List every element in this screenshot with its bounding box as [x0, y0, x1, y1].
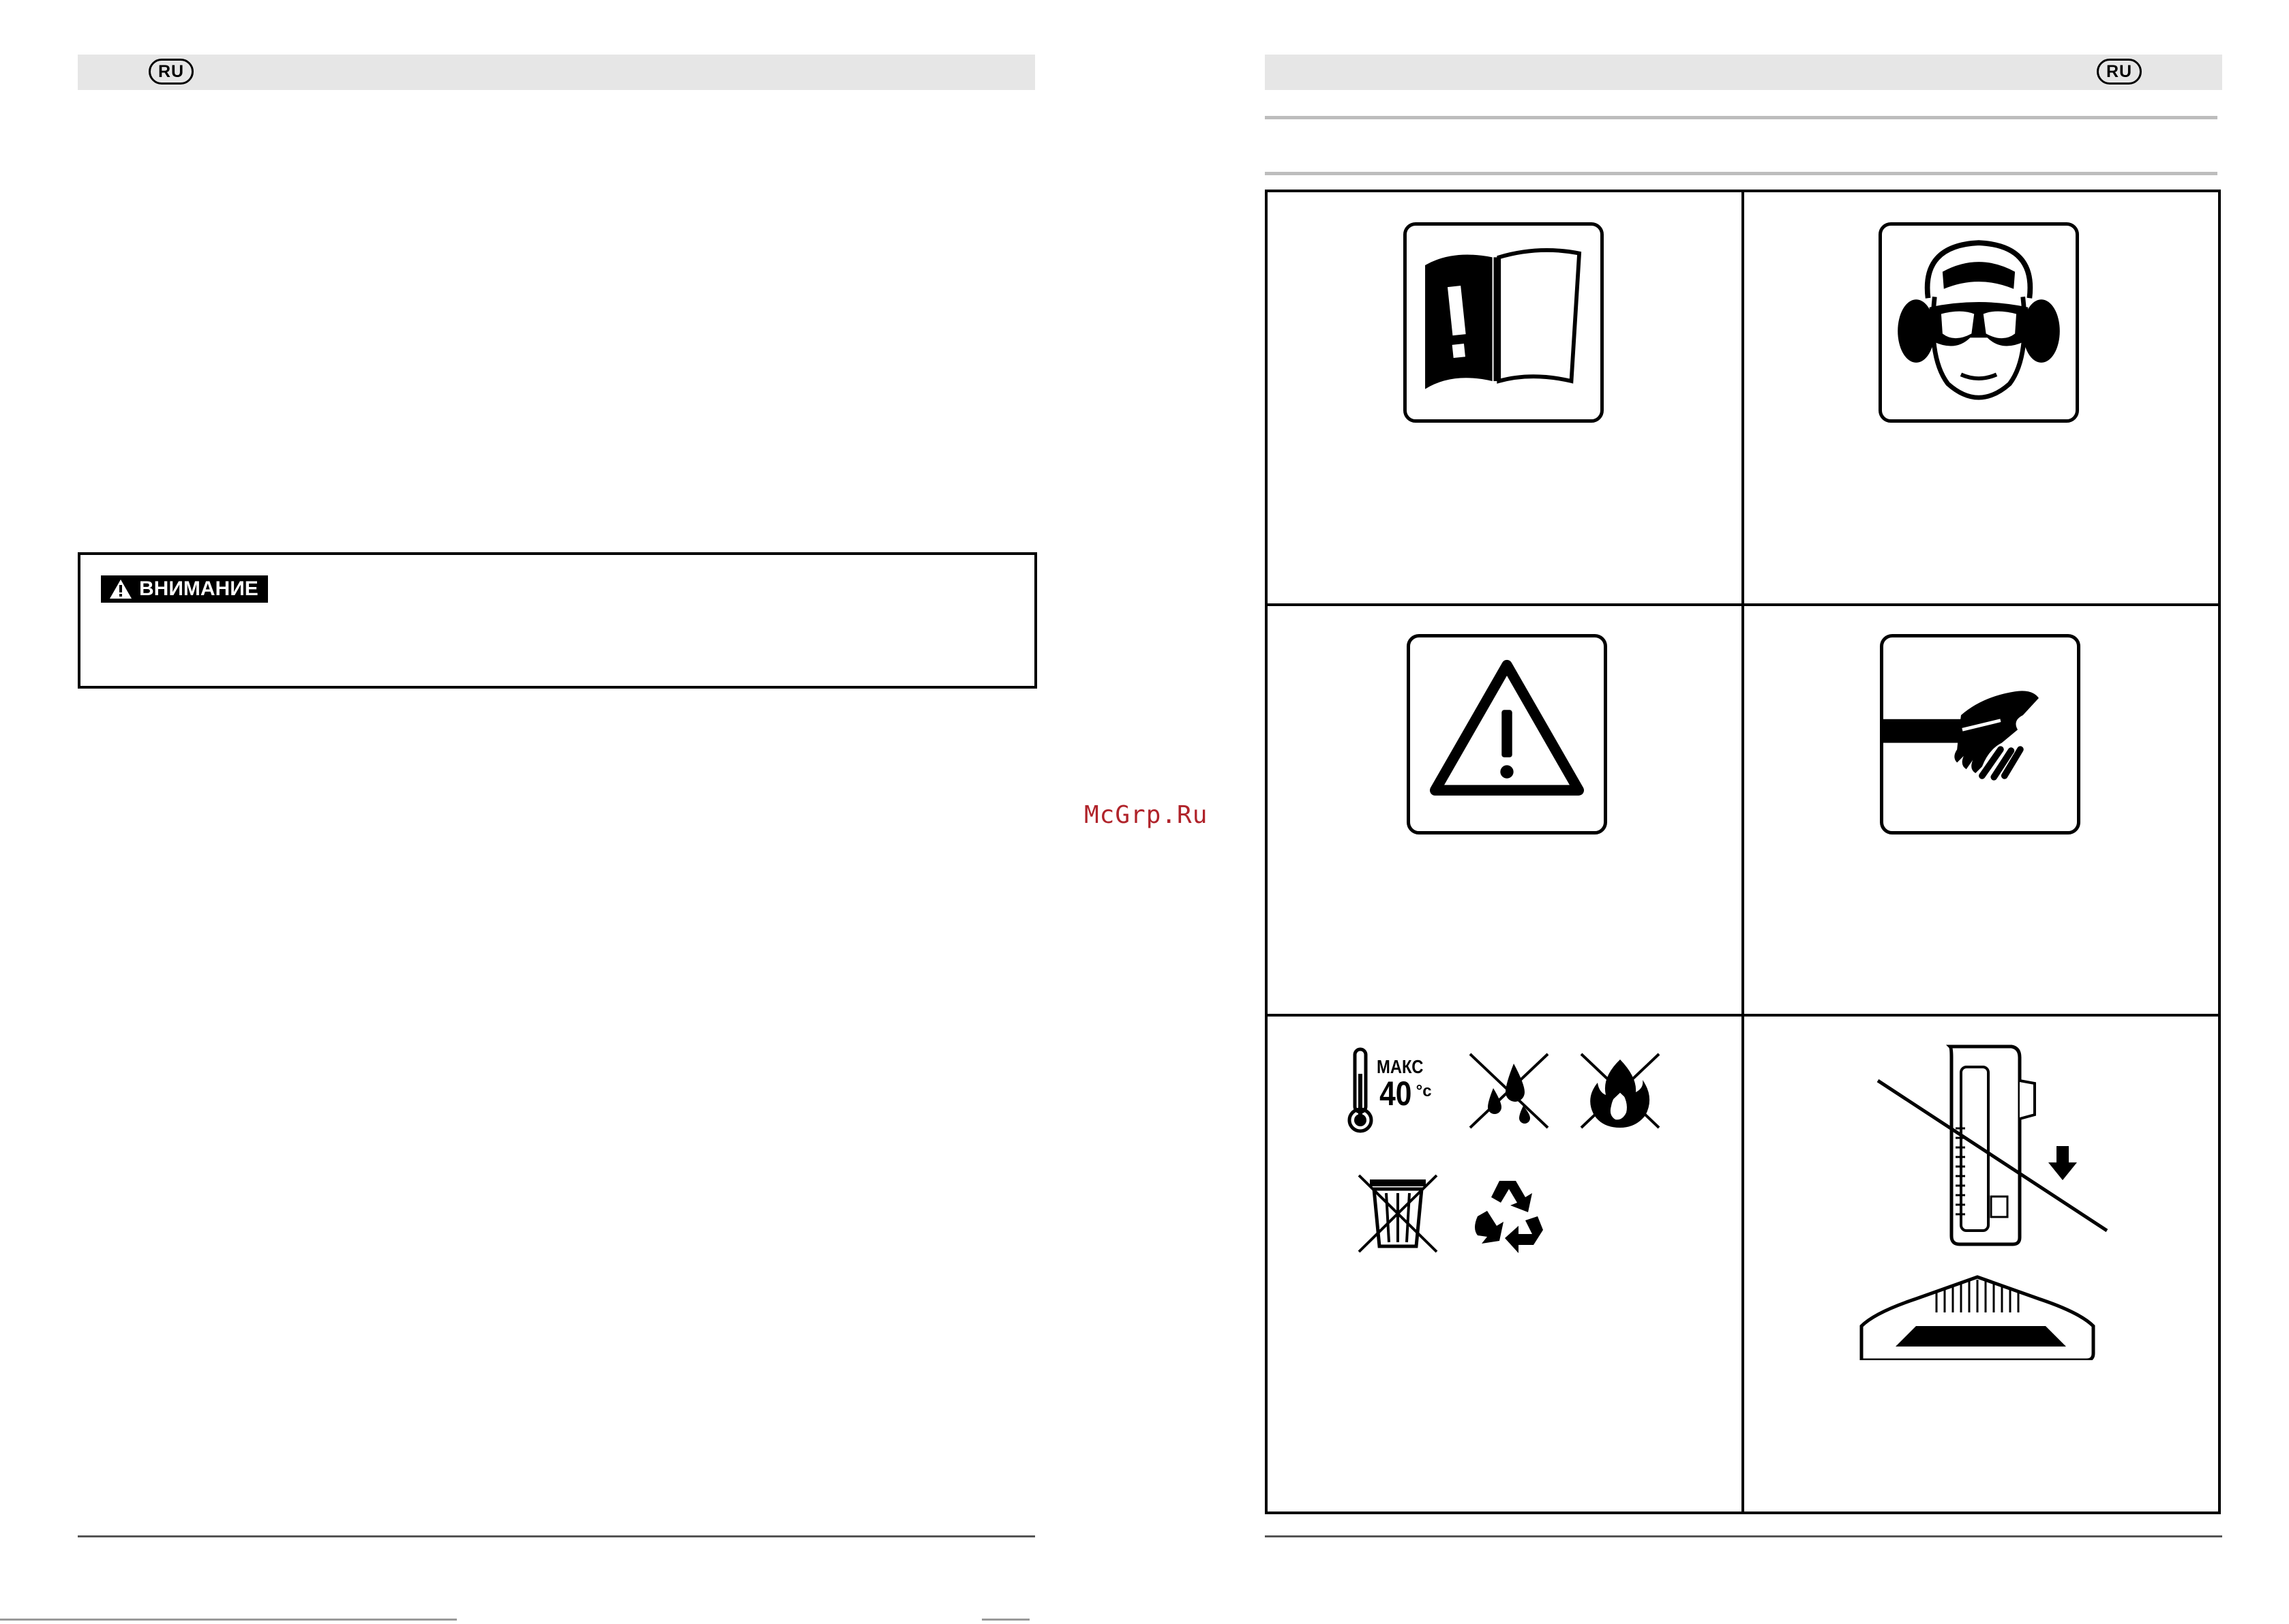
warning-triangle-icon [1410, 637, 1604, 831]
symbol-eye-ear-protection [1879, 222, 2079, 423]
no-fire-icon [1577, 1050, 1663, 1132]
bottom-edge-rule [0, 1619, 457, 1621]
hand-cut-hazard-icon [1883, 637, 2077, 831]
left-footer-rule [78, 1535, 1035, 1537]
left-header-bar [78, 55, 1035, 90]
no-water-icon [1466, 1050, 1552, 1132]
symbol-general-warning [1407, 634, 1607, 834]
table-row-divider [1268, 1014, 2218, 1017]
table-row-divider [1268, 603, 2218, 606]
charger-insert-prohibited-icon [1841, 1040, 2114, 1360]
max-temp-number: 40 [1379, 1074, 1412, 1113]
symbol-read-manual [1403, 222, 1604, 423]
right-header-bar [1265, 55, 2222, 90]
warning-triangle-icon [109, 579, 132, 599]
symbol-hand-hazard [1880, 634, 2080, 834]
watermark: McGrp.Ru [1084, 801, 1208, 829]
language-badge: RU [2097, 59, 2142, 85]
bottom-edge-mark [982, 1619, 1030, 1621]
no-bin-icon [1355, 1173, 1441, 1254]
eye-ear-protection-icon [1882, 226, 2076, 419]
thermometer-icon [1347, 1047, 1374, 1135]
symbol-battery-care-group [1347, 1047, 1674, 1258]
warning-label [101, 575, 268, 603]
recycle-icon [1467, 1173, 1549, 1254]
language-badge: RU [149, 59, 194, 85]
section-rule-bottom [1265, 172, 2217, 175]
right-footer-rule [1265, 1535, 2222, 1537]
max-temp-label: МАКС [1377, 1056, 1424, 1077]
warning-box [78, 552, 1037, 689]
section-rule-top [1265, 116, 2217, 119]
max-temp-unit: °c [1416, 1082, 1432, 1100]
table-column-divider [1741, 192, 1744, 1512]
warning-label-text: ВНИМАНИЕ [139, 577, 258, 600]
max-temp-value [1377, 1074, 1432, 1113]
read-manual-icon [1407, 226, 1600, 419]
